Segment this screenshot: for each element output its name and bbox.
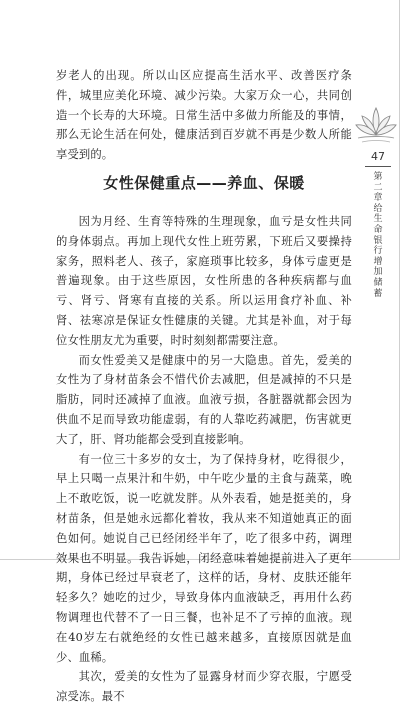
paragraph: 因为月经、生育等特殊的生理现象，血亏是女性共同的身体弱点。再加上现代女性上班劳累，下班后又要操持家务，照料老人、孩子，家庭琐事比较多，身体亏虚更是普遍现象。由于这些原因，女性所患的各种疾病都与血亏、肾亏、肾寒有直接的关系。所以运用食疗补血、补肾、祛寒凉是保证女性健康的关键。尤其是补血，对于每位女性朋友尤为重要，时时刻刻都需要注意。 [56,215,352,347]
section-heading: 女性保健重点——养血、保暖 [103,174,305,192]
page-number-divider [365,166,391,167]
main-text-block [56,212,352,707]
lotus-icon [352,100,400,148]
chapter-title-vertical: 第二章 给生命银行增加储蓄 [373,172,383,299]
top-paragraph-block [56,66,352,165]
paragraph: 岁老人的出现。所以山区应提高生活水平、改善医疗条件，城里应美化环境、减少污染。大家万众一心，共同创造一个长寿的大环境。日常生活中多做力所能及的事情，那么无论生活在何处，健康活到百岁就不再是少数人所能享受到的。 [56,69,352,162]
page-number: 47 [371,150,385,163]
paragraph: 其次，爱美的女性为了显露身材而少穿衣服，宁愿受凉受冻。最不 [56,670,352,704]
paragraph: 而女性爱美又是健康中的另一大隐患。首先，爱美的女性为了身材苗条会不惜代价去减肥，但是减掉的不只是脂肪，同时还减掉了血液。血液亏损，各脏器就都会因为供血不足而导致功能虚弱，有的人靠吃药减肥，伤害就更大了，肝、肾功能都会受到直接影响。 [56,353,352,446]
paragraph: 有一位三十多岁的女士，为了保持身材，吃得很少，早上只喝一点果汁和牛奶，中午吃少量的主食与蔬菜，晚上不敢吃饭，说一吃就发胖。从外表看，她是挺美的，身材苗条，但是她永远都化着妆，我从来不知道她真正的面色如何。她说自己已经闭经半年了，吃了很多中药，调理效果也不明显。我告诉她，闭经意味着她提前进入了更年期，身体已经过早衰老了，这样的话，身材、皮肤还能年轻多久？她吃的过少，导致身体内血液缺乏，再用什么药物调理也代替不了一日三餐，也补足不了亏掉的血液。现在40岁左右就绝经的女性已越来越多，直接原因就是血少、血稀。 [56,452,352,664]
